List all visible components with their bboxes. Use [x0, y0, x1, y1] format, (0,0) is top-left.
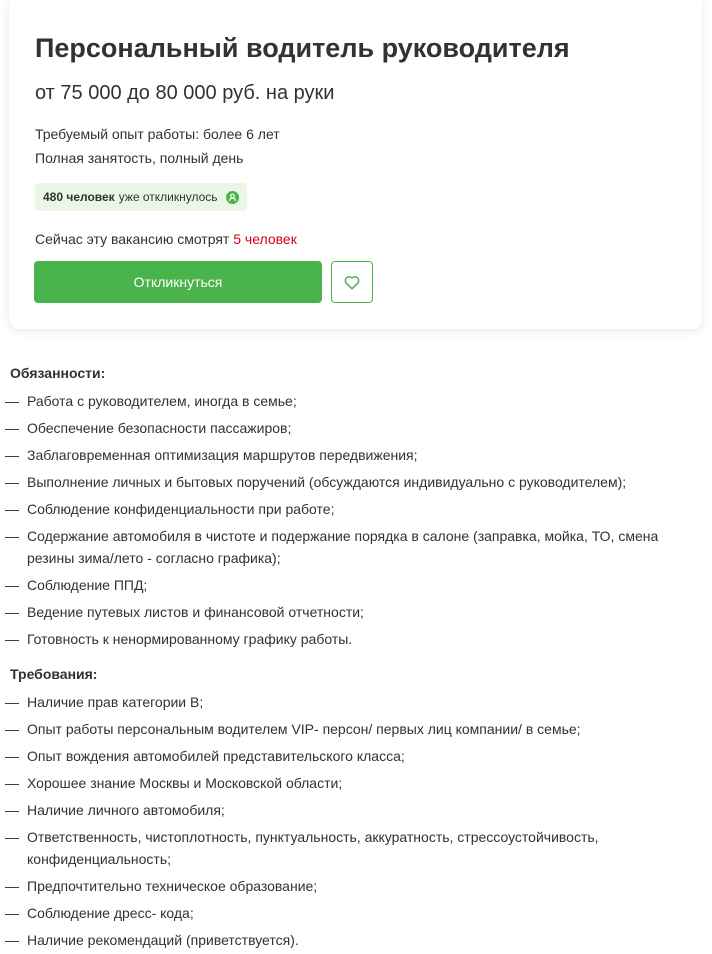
favorite-button[interactable]: [331, 261, 373, 303]
list-item: — Ведение путевых листов и финансовой отчетности;: [0, 599, 712, 626]
watching-prefix: Сейчас эту вакансию смотрят: [35, 231, 230, 247]
vacancy-card: [9, 0, 702, 329]
list-item: — Соблюдение конфиденциальности при работе;: [0, 496, 712, 523]
list-item: — Выполнение личных и бытовых поручений (обсуждаются индивидуально с руководителем);: [0, 469, 712, 496]
list-item: — Опыт вождения автомобилей представительского класса;: [0, 743, 712, 770]
apply-button[interactable]: Откликнуться: [34, 261, 322, 303]
duties-list: [0, 388, 712, 653]
duties-title: Обязанности:: [10, 365, 106, 381]
list-item: — Наличие прав категории B;: [0, 689, 712, 716]
list-item: — Обеспечение безопасности пассажиров;: [0, 415, 712, 442]
list-item: — Работа с руководителем, иногда в семье;: [0, 388, 712, 415]
responses-badge: [35, 183, 247, 211]
requirements-list: [0, 689, 712, 954]
employment-text: Полная занятость, полный день: [35, 150, 244, 166]
responses-suffix: уже откликнулось: [118, 190, 218, 204]
list-item: — Ответственность, чистоплотность, пунктуальность, аккуратность, стрессоустойчивость, конфиденциальность;: [0, 824, 712, 873]
list-item: — Наличие рекомендаций (приветствуется).: [0, 927, 712, 954]
vacancy-description: [0, 358, 712, 954]
person-icon: [226, 191, 239, 204]
list-item: — Опыт работы персональным водителем VIP- персон/ первых лиц компании/ в семье;: [0, 716, 712, 743]
list-item: — Соблюдение ППД;: [0, 572, 712, 599]
experience-text: Требуемый опыт работы: более 6 лет: [35, 126, 280, 142]
list-item: — Соблюдение дресс- кода;: [0, 900, 712, 927]
list-item: — Предпочтительно техническое образование;: [0, 873, 712, 900]
watching-now: [35, 229, 297, 249]
list-item: — Готовность к ненормированному графику работы.: [0, 626, 712, 653]
list-item: — Наличие личного автомобиля;: [0, 797, 712, 824]
watching-count: 5 человек: [233, 231, 297, 247]
list-item: — Заблаговременная оптимизация маршрутов передвижения;: [0, 442, 712, 469]
vacancy-title: Персональный водитель руководителя: [35, 33, 570, 63]
list-item: — Хорошее знание Москвы и Московской области;: [0, 770, 712, 797]
requirements-title: Требования:: [10, 666, 98, 682]
vacancy-salary: от 75 000 до 80 000 руб. на руки: [35, 82, 335, 104]
heart-icon: [344, 275, 360, 290]
list-item: — Содержание автомобиля в чистоте и подержание порядка в салоне (заправка, мойка, ТО, смена резины зима/лето - согласно графика);: [0, 523, 712, 572]
responses-count: 480 человек: [43, 190, 115, 204]
